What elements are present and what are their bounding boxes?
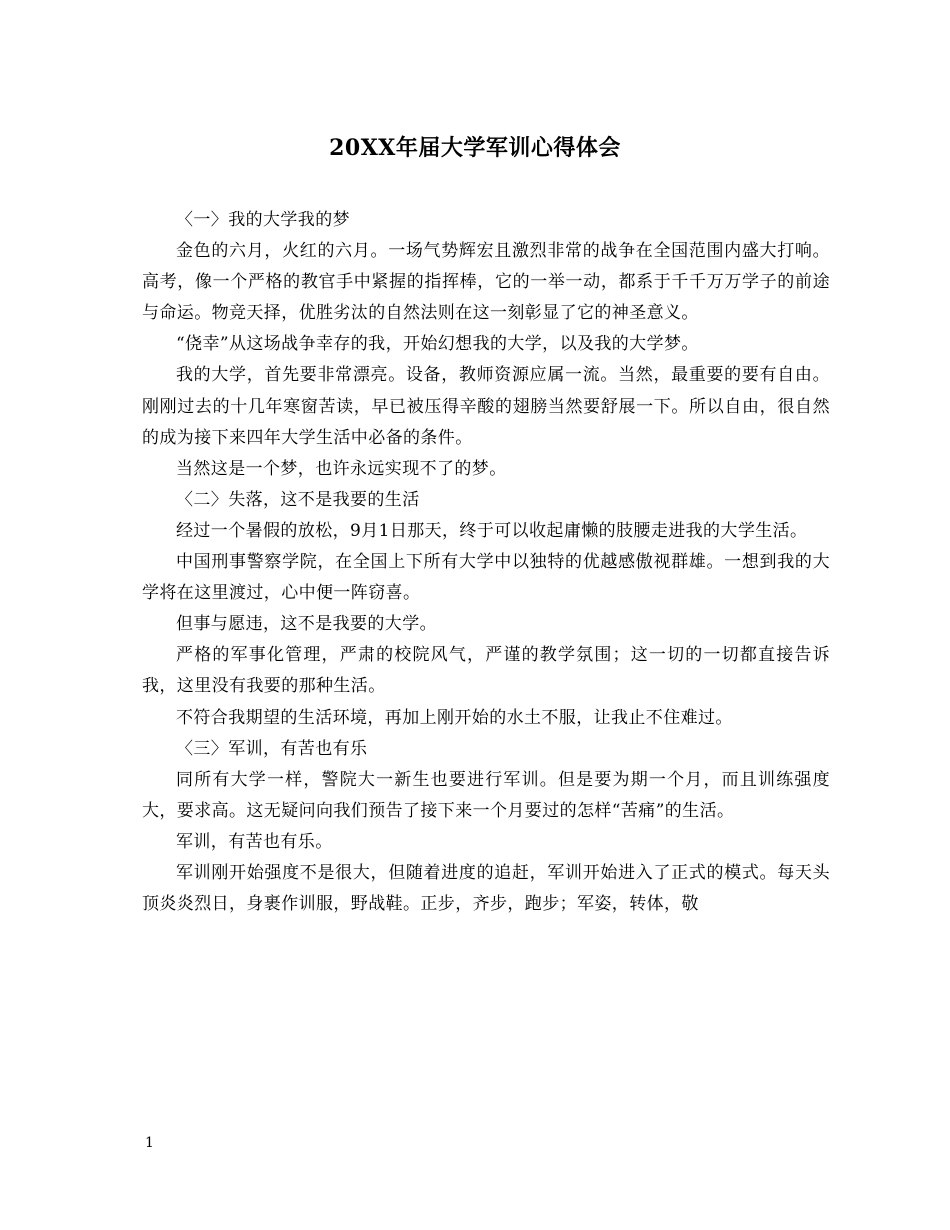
paragraph: 〈二〉失落，这不是我要的生活 <box>176 489 420 510</box>
paragraph: 〈一〉我的大学我的梦 <box>176 210 350 230</box>
paragraph: 但事与愿违，这不是我要的大学。 <box>176 614 437 635</box>
paragraph: 〈三〉军训，有苦也有乐 <box>176 738 368 759</box>
document-body <box>142 205 830 920</box>
paragraph: 金色的六月，火红的六月。一场气势辉宏且激烈非常的战争在全国范围内盛大打响。高考，像一个严格的教官手中紧握的指挥棒，它的一举一动，都系于千千万万学子的前途与命运。物竞天择，优胜劣汰的自然法则在这一刻彰显了它的神圣意义。 <box>142 241 830 324</box>
paragraph: 不符合我期望的生活环境，再加上刚开始的水土不服，让我止不住难过。 <box>176 707 733 728</box>
paragraph: 中国刑事警察学院，在全国上下所有大学中以独特的优越感傲视群雄。一想到我的大学将在这里渡过，心中便一阵窃喜。 <box>142 552 830 604</box>
paragraph: “侥幸”从这场战争幸存的我，开始幻想我的大学，以及我的大学梦。 <box>176 334 699 355</box>
paragraph: 同所有大学一样，警院大一新生也要进行军训。但是要为期一个月，而且训练强度大，要求高。这无疑问向我们预告了接下来一个月要过的怎样“苦痛”的生活。 <box>142 769 830 821</box>
page-number: 1 <box>145 1135 154 1151</box>
paragraph: 当然这是一个梦，也许永远实现不了的梦。 <box>176 458 507 479</box>
document-title: 20XX年届大学军训心得体会 <box>329 135 621 161</box>
paragraph: 经过一个暑假的放松，9月1日那天，终于可以收起庸懒的肢腰走进我的大学生活。 <box>176 520 808 541</box>
paragraph: 我的大学，首先要非常漂亮。设备，教师资源应属一流。当然，最重要的要有自由。刚刚过去的十几年寒窗苦读，早已被压得辛酸的翅膀当然要舒展一下。所以自由，很自然的成为接下来四年大学生活中必备的条件。 <box>142 365 830 448</box>
paragraph: 军训，有苦也有乐。 <box>176 831 333 852</box>
paragraph: 军训刚开始强度不是很大，但随着进度的追赶，军训开始进入了正式的模式。每天头顶炎炎烈日，身裹作训服，野战鞋。正步，齐步，跑步；军姿，转体，敬 <box>142 862 830 915</box>
paragraph: 严格的军事化管理，严肃的校院风气，严谨的教学氛围；这一切的一切都直接告诉我，这里没有我要的那种生活。 <box>142 645 830 697</box>
